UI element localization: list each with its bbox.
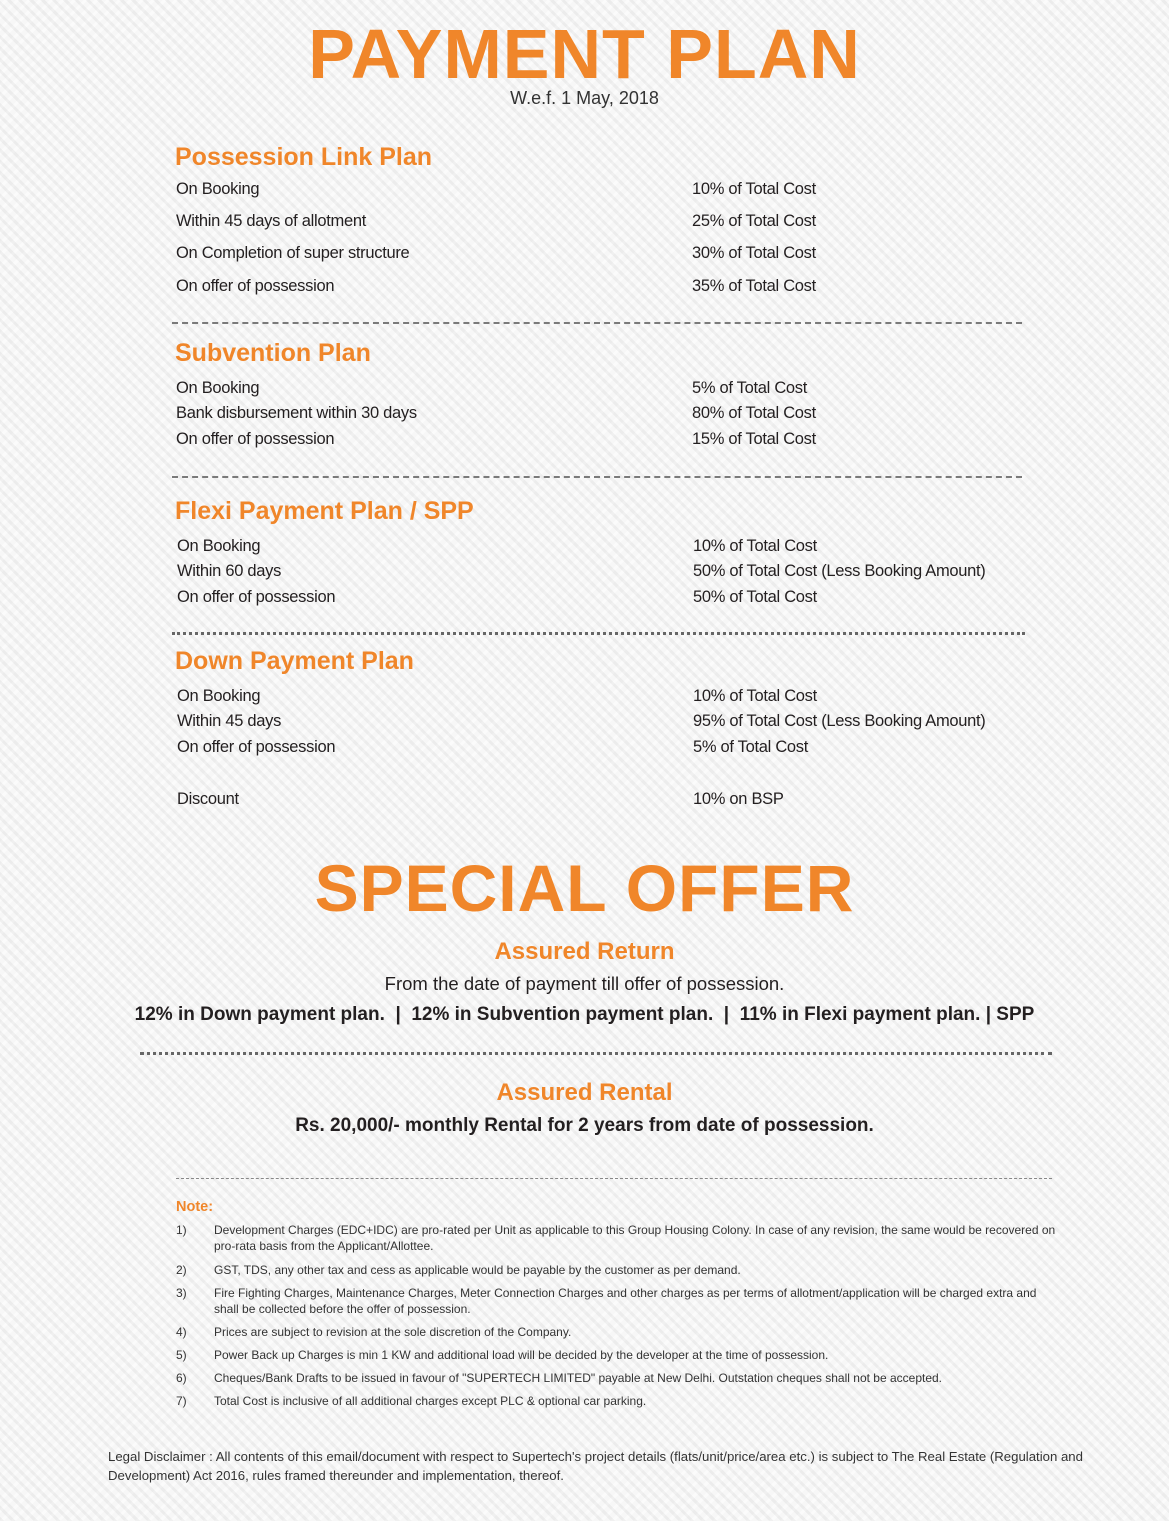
page-title: PAYMENT PLAN [308, 15, 861, 93]
note-number: 4) [176, 1325, 187, 1339]
special-offer-title: SPECIAL OFFER [314, 851, 855, 925]
row-label: On Booking [176, 180, 260, 198]
row-value: 50% of Total Cost (Less Booking Amount) [693, 562, 986, 580]
row-label: Within 60 days [177, 562, 282, 580]
section-divider [176, 1178, 1052, 1179]
row-value: 50% of Total Cost [693, 588, 817, 606]
note-number: 3) [176, 1286, 187, 1300]
row-value: 30% of Total Cost [692, 244, 816, 262]
plan-row [176, 274, 1036, 298]
row-value: 10% on BSP [693, 790, 784, 808]
row-value: 5% of Total Cost [693, 738, 809, 756]
row-label: On offer of possession [176, 430, 335, 448]
assured-rental-heading: Assured Rental [496, 1079, 673, 1106]
plan-row [176, 427, 1036, 451]
plan-row [176, 376, 1036, 400]
row-label: Within 45 days of allotment [176, 212, 366, 230]
plan-row [177, 735, 1037, 759]
plan-title-down-payment: Down Payment Plan [175, 647, 414, 675]
row-label: On Booking [177, 687, 261, 705]
assured-rental-description: Rs. 20,000/- monthly Rental for 2 years from date of possession. [295, 1115, 874, 1136]
assured-return-heading: Assured Return [494, 938, 675, 965]
note-text: Prices are subject to revision at the sole discretion of the Company. [214, 1325, 572, 1339]
note-number: 6) [176, 1371, 187, 1385]
row-label: On Booking [176, 379, 260, 397]
note-number: 7) [176, 1394, 187, 1408]
note-text: GST, TDS, any other tax and cess as applicable would be payable by the customer as per demand. [214, 1263, 741, 1277]
note-text: Development Charges (EDC+IDC) are pro-rated per Unit as applicable to this Group Housing Colony. In case of any revision, the same would be recovered on pro-rata basis from the Applicant/Allottee. [214, 1223, 1056, 1253]
row-value: 10% of Total Cost [693, 687, 817, 705]
legal-disclaimer: Legal Disclaimer : All contents of this email/document with respect to Supertech's project details (flats/unit/price/area etc.) is subject to The Real Estate (Regulation and Development) Act 2016, rules framed thereunder and implementation, thereof. [108, 1449, 1083, 1483]
plan-row [176, 401, 1036, 425]
section-divider [172, 476, 1022, 478]
note-text: Fire Fighting Charges, Maintenance Charges, Meter Connection Charges and other charges as per terms of allotment/application will be charged extra and shall be collected before the offer of possession. [214, 1286, 1037, 1316]
plan-row [176, 177, 1036, 201]
row-label: Bank disbursement within 30 days [176, 404, 417, 422]
row-value: 80% of Total Cost [692, 404, 816, 422]
row-label: Discount [177, 790, 239, 808]
plan-row [176, 241, 1036, 265]
section-divider [172, 322, 1022, 324]
plan-title-flexi: Flexi Payment Plan / SPP [175, 497, 474, 525]
assured-return-rates: 12% in Down payment plan. | 12% in Subvention payment plan. | 11% in Flexi payment plan. | SPP [134, 1004, 1035, 1025]
assured-return-description: From the date of payment till offer of possession. [384, 973, 785, 994]
row-value: 15% of Total Cost [692, 430, 816, 448]
row-value: 25% of Total Cost [692, 212, 816, 230]
row-value: 10% of Total Cost [693, 537, 817, 555]
note-text: Total Cost is inclusive of all additional charges except PLC & optional car parking. [214, 1394, 647, 1408]
row-label: Within 45 days [177, 712, 282, 730]
plan-row [177, 534, 1037, 558]
effective-date: W.e.f. 1 May, 2018 [510, 88, 659, 108]
plan-row-discount [177, 787, 1037, 811]
row-label: On Booking [177, 537, 261, 555]
row-value: 5% of Total Cost [692, 379, 808, 397]
row-label: On offer of possession [176, 277, 335, 295]
section-divider [172, 632, 1025, 635]
note-text: Power Back up Charges is min 1 KW and additional load will be decided by the developer at the time of possession. [214, 1348, 829, 1362]
plan-row [177, 585, 1037, 609]
note-text: Cheques/Bank Drafts to be issued in favour of "SUPERTECH LIMITED" payable at New Delhi. Outstation cheques shall not be accepted. [214, 1371, 943, 1385]
section-divider [140, 1052, 1052, 1055]
note-number: 1) [176, 1223, 187, 1237]
note-number: 2) [176, 1263, 187, 1277]
row-value: 10% of Total Cost [692, 180, 816, 198]
row-label: On offer of possession [177, 738, 336, 756]
row-value: 95% of Total Cost (Less Booking Amount) [693, 712, 986, 730]
row-label: On Completion of super structure [176, 244, 410, 262]
plan-row [177, 709, 1037, 733]
plan-row [176, 209, 1036, 233]
plan-title-possession-link: Possession Link Plan [175, 143, 433, 171]
plan-row [177, 559, 1037, 583]
notes-title: Note: [176, 1199, 214, 1215]
plan-row [177, 684, 1037, 708]
plan-title-subvention: Subvention Plan [175, 339, 371, 367]
row-value: 35% of Total Cost [692, 277, 816, 295]
row-label: On offer of possession [177, 588, 336, 606]
note-number: 5) [176, 1348, 187, 1362]
